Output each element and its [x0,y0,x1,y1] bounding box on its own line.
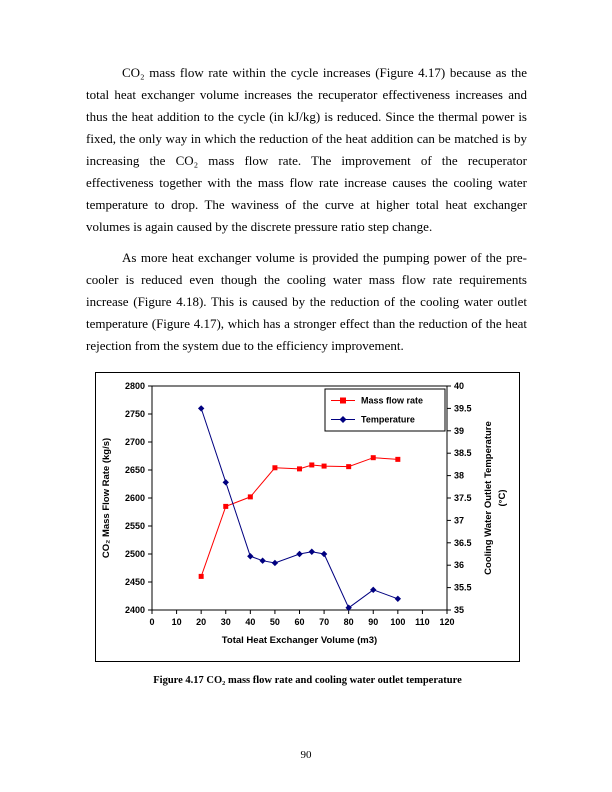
svg-text:35: 35 [454,605,465,615]
square-marker-icon [272,465,277,470]
left-axis-title: CO₂ Mass Flow Rate (kg/s) [101,437,112,559]
svg-text:40: 40 [454,381,465,391]
square-marker-icon [223,504,228,509]
svg-text:2650: 2650 [124,465,145,475]
legend-square-marker-icon [340,398,346,404]
chart-co2-flow-and-cooling-temperature [95,372,520,662]
svg-text:38.5: 38.5 [454,448,472,459]
svg-text:90: 90 [368,617,379,627]
svg-text:39: 39 [454,425,465,436]
figure-caption: Figure 4.17 CO₂ mass flow rate and cooling water outlet temperature [153,675,462,686]
square-marker-icon [297,466,302,471]
right-axis-units: (°C) [497,489,508,507]
svg-text:120: 120 [439,617,455,627]
page-number: 90 [300,749,312,761]
svg-text:37: 37 [454,515,465,526]
svg-text:100: 100 [390,617,406,627]
svg-text:20: 20 [196,617,207,627]
right-axis-title: Cooling Water Outlet Temperature [483,421,494,575]
paragraph-2: As more heat exchanger volume is provided the pumping power of the pre-cooler is reduced even though the cooling water mass flow rate requirements increase (Figure 4.18). This is caused by the reduction of the cooling water outlet temperature (Figure 4.17), which has a stronger effect than the reduction of the heat rejection from the system due to the efficiency improvement. [86,250,527,353]
svg-text:30: 30 [220,617,231,627]
svg-text:38: 38 [454,470,465,481]
svg-text:2450: 2450 [124,577,145,587]
square-marker-icon [346,464,351,469]
svg-text:2600: 2600 [124,493,145,503]
svg-text:37.5: 37.5 [454,493,472,503]
svg-text:36: 36 [454,560,465,571]
paragraph-1: CO₂ mass flow rate within the cycle increases (Figure 4.17) because as the total heat exchanger volume increases the recuperator effectiveness increases and thus the heat addition to the cycle (in kJ/kg) is reduced. Since the thermal power is fixed, the only way in which the reduction of the heat addition can be matched is by increasing the CO₂ mass flow rate. The improvement of the recuperator effectiveness together with the mass flow rate increase causes the cooling water temperature to drop. The waviness of the curve at higher total heat exchanger volumes is again caused by the discrete pressure ratio step change. [86,65,527,234]
svg-text:10: 10 [171,617,182,627]
svg-text:2400: 2400 [124,605,145,615]
svg-text:2750: 2750 [124,409,145,419]
svg-text:2800: 2800 [124,381,145,391]
svg-text:2500: 2500 [124,549,145,559]
legend-label: Mass flow rate [361,395,424,406]
square-marker-icon [248,494,253,499]
svg-text:70: 70 [319,617,330,627]
svg-text:40: 40 [245,617,256,627]
svg-text:2700: 2700 [124,437,145,447]
svg-text:0: 0 [149,617,155,627]
svg-text:110: 110 [415,617,430,627]
svg-text:36.5: 36.5 [454,537,472,548]
square-marker-icon [199,574,204,579]
legend-label: Temperature [361,414,415,425]
legend [325,389,445,431]
x-axis-title: Total Heat Exchanger Volume (m3) [221,635,378,646]
square-marker-icon [395,457,400,462]
square-marker-icon [371,455,376,460]
svg-text:50: 50 [269,617,280,627]
square-marker-icon [309,462,314,467]
svg-text:80: 80 [343,617,354,627]
svg-text:35.5: 35.5 [454,582,472,593]
svg-text:39.5: 39.5 [454,403,472,414]
svg-text:2550: 2550 [124,521,145,531]
figure-4-17 [95,372,520,686]
svg-text:60: 60 [294,617,305,627]
square-marker-icon [322,464,327,469]
